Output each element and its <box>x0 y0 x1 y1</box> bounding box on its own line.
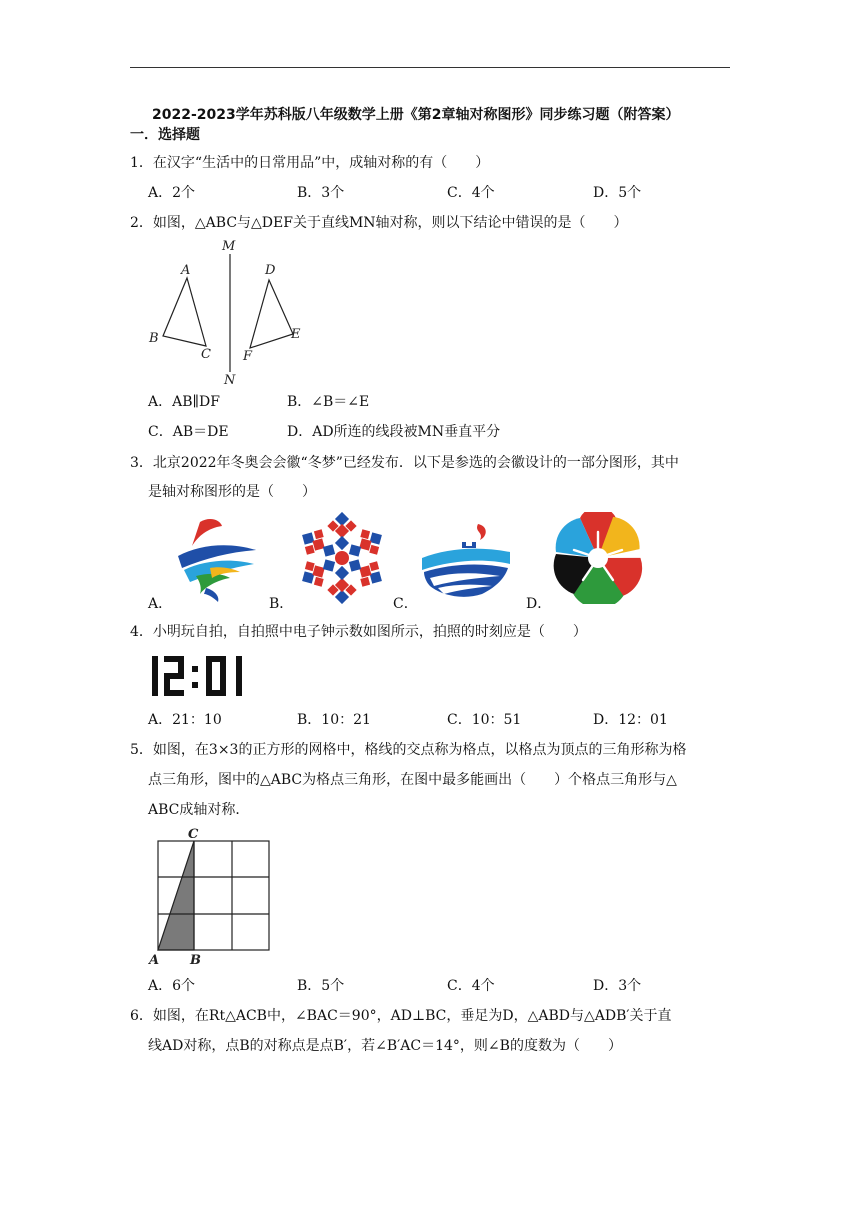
logo-c-image <box>418 518 514 604</box>
logo-b-image <box>296 512 388 604</box>
label-a: A <box>181 263 191 278</box>
q3-stem-line2: 是轴对称图形的是（ ） <box>148 484 316 500</box>
label-e: E <box>291 327 301 342</box>
q1-stem: 1．在汉字“生活中的日常用品”中，成轴对称的有（ ） <box>130 155 490 171</box>
q2-option-a: A．AB∥DF <box>148 394 220 410</box>
label-f: F <box>243 349 253 364</box>
header-rule <box>130 67 730 68</box>
q1-option-b: B．3个 <box>297 185 345 201</box>
q3-option-a: A． <box>148 596 173 612</box>
q1-option-a: A．2个 <box>148 185 196 201</box>
q4-stem: 4．小明玩自拍，自拍照中电子钟示数如图所示，拍照的时刻应是（ ） <box>130 624 587 640</box>
triangle-def <box>250 280 293 348</box>
label-c: C <box>188 827 199 842</box>
page-title: 2022-2023学年苏科版八年级数学上册《第2章轴对称图形》同步练习题（附答案） <box>152 107 680 123</box>
q5-option-b: B．5个 <box>297 978 345 994</box>
q5-option-c: C．4个 <box>447 978 495 994</box>
q5-stem-line3: ABC成轴对称． <box>148 802 250 818</box>
q6-stem-line1: 6．如图，在Rt△ACB中，∠BAC＝90°，AD⊥BC，垂足为D，△ABD与△ADB′关于直 <box>130 1008 672 1024</box>
q5-option-d: D．3个 <box>593 978 642 994</box>
q3-option-c: C． <box>393 596 418 612</box>
label-d: D <box>265 263 276 278</box>
label-m: M <box>222 239 236 254</box>
q6-stem-line2: 线AD对称，点B的对称点是点B′，若∠B′AC＝14°，则∠B的度数为（ ） <box>148 1038 622 1054</box>
q2-option-d: D．AD所连的线段被MN垂直平分 <box>287 424 501 440</box>
q4-option-c: C．10：51 <box>447 712 522 728</box>
label-b: B <box>149 331 159 346</box>
q5-stem-line2: 点三角形，图中的△ABC为格点三角形，在图中最多能画出（ ）个格点三角形与△ <box>148 772 677 788</box>
q2-stem: 2．如图，△ABC与△DEF关于直线MN轴对称，则以下结论中错误的是（ ） <box>130 215 628 231</box>
q3-option-b: B． <box>269 596 294 612</box>
label-n: N <box>224 373 236 388</box>
q5-option-a: A．6个 <box>148 978 196 994</box>
q3-option-d: D． <box>526 596 552 612</box>
q4-option-b: B．10：21 <box>297 712 371 728</box>
q1-option-c: C．4个 <box>447 185 495 201</box>
logo-a-image <box>170 516 262 604</box>
q2-option-c: C．AB＝DE <box>148 424 229 440</box>
q2-figure <box>145 236 315 388</box>
q5-stem-line1: 5．如图，在3×3的正方形的网格中，格线的交点称为格点，以格点为顶点的三角形称为格 <box>130 742 687 758</box>
q5-grid-figure <box>146 826 276 968</box>
triangle-abc-shaded <box>158 841 194 950</box>
section-heading: 一．选择题 <box>130 127 200 143</box>
label-b: B <box>190 953 201 968</box>
q2-option-b: B．∠B＝∠E <box>287 394 370 410</box>
q3-stem-line1: 3．北京2022年冬奥会会徽“冬梦”已经发布．以下是参选的会徽设计的一部分图形，其中 <box>130 455 679 471</box>
triangle-abc <box>163 278 206 346</box>
q1-option-d: D．5个 <box>593 185 642 201</box>
clock-display <box>150 654 248 698</box>
label-c: C <box>201 347 211 362</box>
q4-option-d: D．12：01 <box>593 712 668 728</box>
logo-d-image <box>552 512 644 604</box>
label-a: A <box>149 953 160 968</box>
q4-option-a: A．21：10 <box>148 712 222 728</box>
